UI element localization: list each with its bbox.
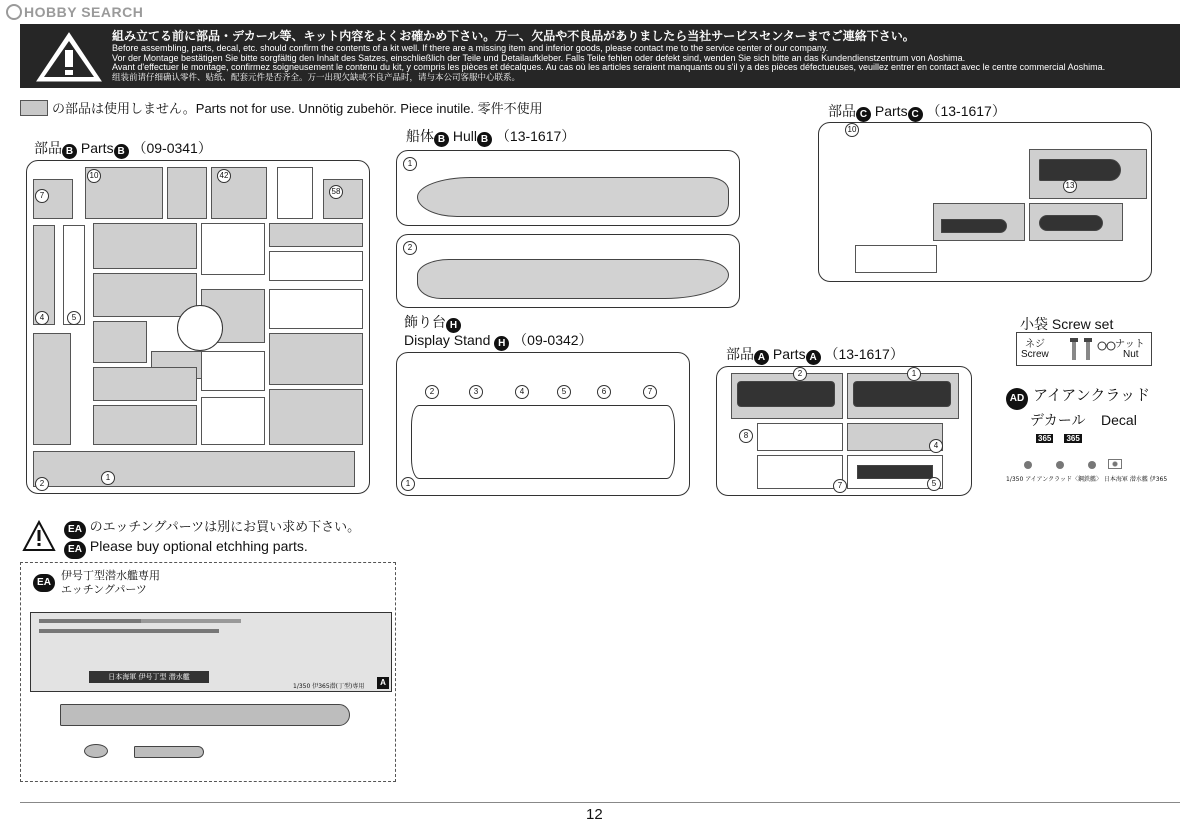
caution-triangle-icon — [22, 520, 56, 552]
warning-cn: 组装前请仔细确认零件、贴纸、配套元件是否齐全。万一出现欠缺或不良产品时，请与本公司客服中心联系。 — [112, 72, 521, 83]
etched-deck — [60, 704, 350, 726]
etching-box: EA 伊号丁型潜水艦専用 エッチングパーツ — [20, 562, 396, 782]
warning-fr: Avant d'effectuer le montage, confirmez soigneusement le contenu du kit, y compris les pièces et décalques. Au cas où les articles seraient manquants ou s'il y a des pièces défectueuses, veuillez entrer en contact avec le centre commercial Aoshima. — [112, 62, 1106, 73]
hull-sprue-1: 1 — [396, 150, 740, 226]
warning-banner — [20, 24, 1180, 88]
parts-b-title: 部品 B Parts B （09-0341） — [34, 140, 212, 157]
screw-set: 小袋 Screw set ネジ Screw ナット Nut — [1012, 314, 1152, 366]
warning-de: Vor der Montage bestätigen Sie bitte sorgfältig den Inhalt des Satzes, einschließlich der Teile und Detailaufkleber. Falls Teile fehlen oder defekt sind, wenden Sie sich bitte an das Kundendienstzentrum von Aoshima. — [112, 52, 966, 63]
stand-title: 飾り台 H — [404, 312, 461, 333]
nut-icon — [1097, 340, 1117, 352]
etching-note-en: EA Please buy optional etchhing parts. — [64, 538, 308, 559]
stand-subtitle: Display Stand H （09-0342） — [404, 332, 593, 349]
warning-triangle-icon — [34, 30, 104, 84]
etched-part-small — [84, 744, 108, 758]
parts-c-sprue: 10 13 — [818, 122, 1152, 282]
etching-note-jp: EA のエッチングパーツは別にお買い求め下さい。 — [64, 516, 360, 539]
etched-part-long — [134, 746, 204, 758]
hull-sprue-2: 2 — [396, 234, 740, 308]
parts-c-title: 部品 C Parts C （13-1617） — [828, 103, 1006, 120]
bottom-rule — [20, 802, 1180, 803]
warning-jp: 組み立てる前に部品・デカール等、キット内容をよくお確かめ下さい。万一、欠品や不良品がありましたら当社サービスセンターまでご連絡下さい。 — [112, 29, 915, 43]
parts-a-sprue: 2 1 4 5 7 8 — [716, 366, 972, 496]
not-for-use-legend: の部品は使用しません。Parts not for use. Unnötig zubehör. Piece inutile. 零件不使用 — [20, 98, 543, 117]
decal-section: AD アイアンクラッド デカール Decal 365 365 1/350 アイアンクラッド〈鋼鉄艦〉 日本海軍 潜水艦 伊365 — [1006, 387, 1168, 483]
watermark: HOBBY SEARCH — [6, 4, 143, 20]
parts-b-sprue: 7 10 42 58 4 5 2 1 — [26, 160, 370, 494]
parts-a-title: 部品 A Parts A （13-1617） — [726, 346, 904, 363]
rising-sun-flag-icon — [1108, 459, 1122, 469]
screw-icon — [1067, 336, 1097, 364]
warning-en: Before assembling, parts, decal, etc. should confirm the contents of a kit well. If there are a missing item and inferior goods, please contact me to the service center of our company. — [112, 43, 829, 53]
hull-b-title: 船体 B Hull B （13-1617） — [406, 128, 576, 145]
etching-fret: 日本海軍 伊号丁型 潜水艦 1/350 伊365潜(丁型)専用 A — [30, 612, 392, 692]
stand-sprue: 2 3 4 5 6 7 1 — [396, 352, 690, 496]
grey-swatch — [20, 100, 48, 116]
page-number: 12 — [586, 806, 603, 823]
